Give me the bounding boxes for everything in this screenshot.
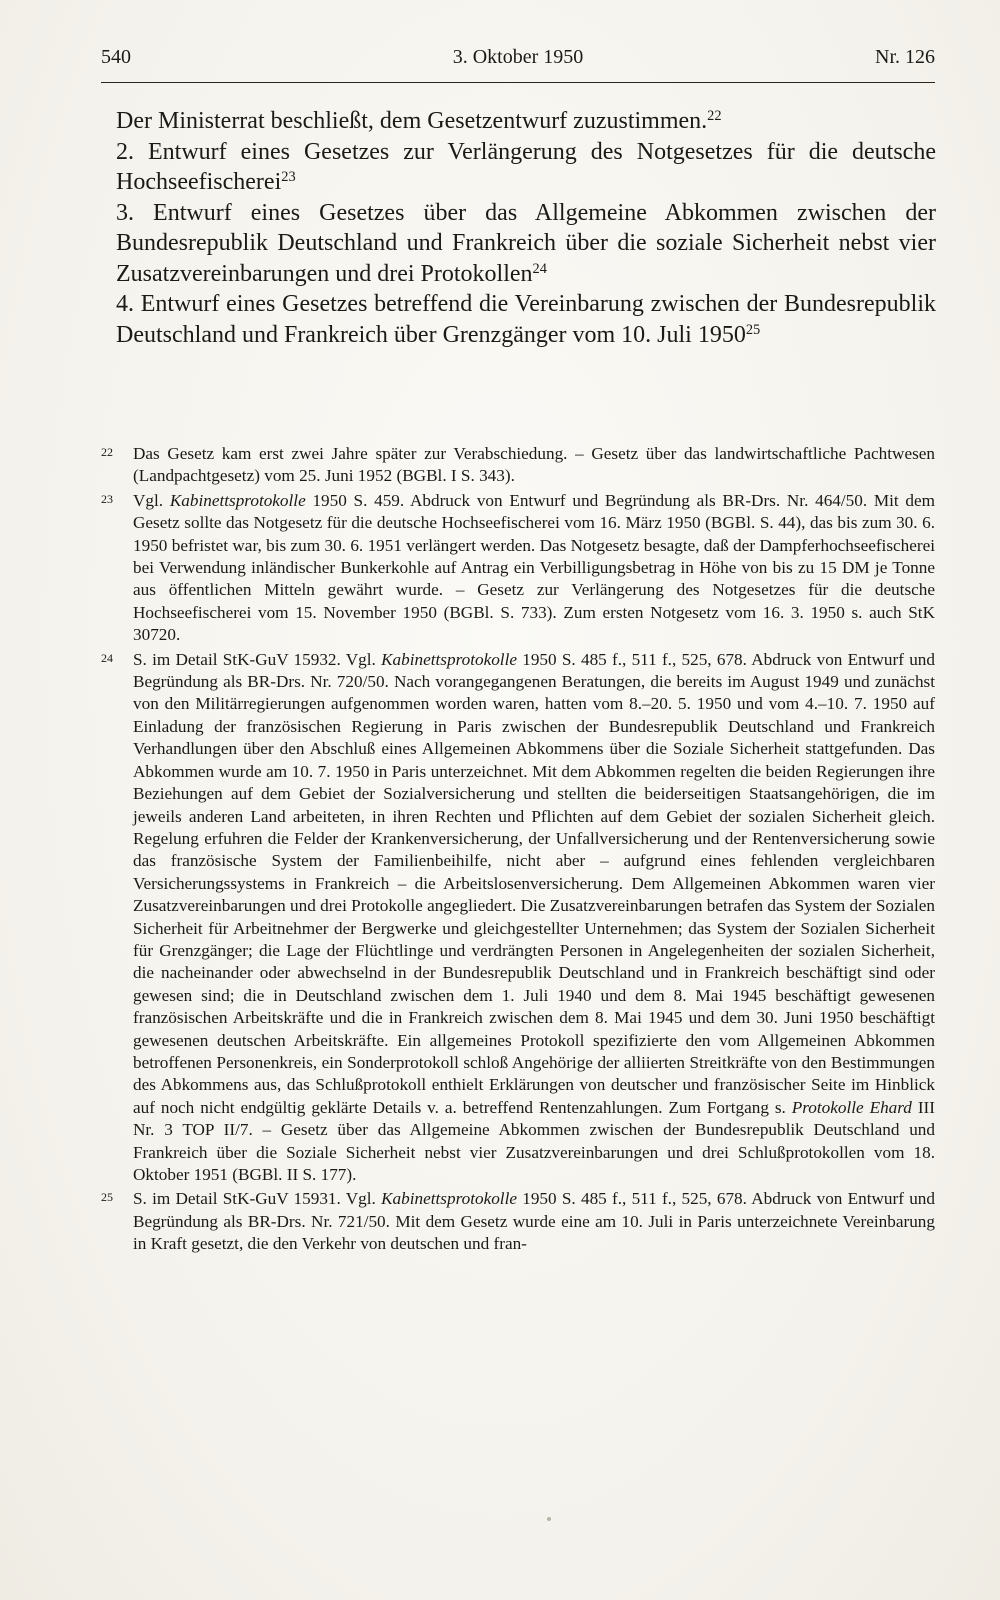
footnote-text: Das Gesetz kam erst zwei Jahre später zur Verabschiedung. – Gesetz über das landwirtschaftliche Pachtwesen (Landpachtgesetz) vom 25. Juni 1952 (BGBl. I S. 343). xyxy=(133,444,935,486)
footnote-25: 25 S. im Detail StK-GuV 15931. Vgl. Kabinettsprotokolle 1950 S. 485 f., 511 f., 525, 678. Abdruck von Entwurf und Begründung als BR-Drs. Nr. 721/50. Mit dem Gesetz wurde eine am 10. Juli in Paris unterzeichnete Vereinbarung in Kraft gesetzt, die den Verkehr von deutschen und fran- xyxy=(101,1189,935,1254)
agenda-item-2: 2. Entwurf eines Gesetzes zur Verlängerung des Notgesetzes für die deutsche Hochseefischerei$^{23}$ xyxy=(116,138,936,195)
agenda-item-4: 4. Entwurf eines Gesetzes betreffend die Vereinbarung zwischen der Bundesrepublik Deutschland und Frankreich über Grenzgänger vom 10. Juli 1950$^{25}$ xyxy=(116,291,936,348)
page-number: 540 xyxy=(101,46,131,68)
header-rule xyxy=(101,82,935,83)
cited-work-title: Kabinettsprotokolle xyxy=(381,1189,517,1209)
cited-work-title: Kabinettsprotokolle xyxy=(381,649,517,669)
main-text xyxy=(116,106,936,350)
footnote-number: 25 xyxy=(101,1190,113,1205)
footnote-ref-24[interactable]: 24 xyxy=(532,260,547,277)
cited-work-title: Kabinettsprotokolle xyxy=(169,490,306,510)
footnote-ref-22[interactable]: 22 xyxy=(707,108,722,125)
footnote-number: 24 xyxy=(101,650,113,665)
cited-work-title: Protokolle Ehard xyxy=(791,1097,912,1117)
footnote-number: 22 xyxy=(101,445,113,459)
footnote-24: 24 S. im Detail StK-GuV 15932. Vgl. Kabinettsprotokolle 1950 S. 485 f., 511 f., 525, 678. Abdruck von Entwurf und Begründung als BR-Drs. Nr. 720/50. Nach vorangegangenen Beratungen, die bereits im August 1949 und zunächst von den Militärregierungen aufgenommen worden waren, hatten vom 8.–20. 5. 1950 und vom 4.–10. 7. 1950 auf Einladung der französischen Regierung in Paris zwischen der Bundesrepublik Deutschland und Frankreich Verhandlungen über den Abschluß eines Allgemeinen Abkommens über die Soziale Sicherheit stattgefunden. Das Abkommen wurde am 10. 7. 1950 in Paris unterzeichnet. Mit dem Abkommen regelten die beiden Regierungen ihre Beziehungen auf dem Gebiet der Sozialversicherung und stellten die beiderseitigen Staatsangehörigen, die im jeweils anderen Land arbeiteten, in ihren Rechten und Pflichten auf dem Gebiet der sozialen Sicherheit gleich. Regelung erfuhren die Felder der Krankenversicherung, der Unfallversicherung und der Rentenversicherung sowie das französische System der Familienbeihilfe, nicht aber – aufgrund eines fehlenden vergleichbaren Versicherungssystems in Frankreich – die Arbeitslosenversicherung. Dem Allgemeinen Abkommen waren vier Zusatzvereinbarungen und drei Protokolle angegliedert. Die Zusatzvereinbarungen betrafen das System der Sozialen Sicherheit für Arbeitnehmer der Bergwerke und gleichgestellter Unternehmen; das System der Sozialen Sicherheit für Grenzgänger; die Lage der Flüchtlinge und verdrängten Personen in Angelegenheiten der sozialen Sicherheit, die nacheinander oder abwechselnd in der Bundesrepublik Deutschland und in Frankreich beschäftigt sind oder gewesen sind; die in Deutschland zwischen dem 1. Juli 1940 und dem 8. Mai 1945 beschäftigt gewesenen französischen Arbeitskräfte und die in Frankreich zwischen dem 8. Mai 1945 und dem 30. Juni 1950 beschäftigt gewesenen deutschen Arbeitskräfte. Ein allgemeines Protokoll spezifizierte den vom Allgemeinen Abkommen betroffenen Personenkreis, ein Sonderprotokoll schloß Angehörige der alliierten Streitkräfte von den Bestimmungen des Abkommens aus, das Schlußprotokoll enthielt Erklärungen von deutscher und französischer Seite im Hinblick auf noch nicht endgültig geklärte Details v. a. betreffend Rentenzahlungen. Zum Fortgang s. Protokolle Ehard III Nr. 3 TOP II/7. – Gesetz über das Allgemeine Abkommen zwischen der Bundesrepublik Deutschland und Frankreich über die Soziale Sicherheit nebst vier Zusatzvereinbarungen und drei Schlußprotokollen vom 18. Oktober 1951 (BGBl. II S. 177). xyxy=(101,649,935,1184)
document-number: Nr. 126 xyxy=(875,46,935,68)
header-date: 3. Oktober 1950 xyxy=(452,46,584,68)
footnote-number: 23 xyxy=(101,491,113,506)
footnote-22 xyxy=(101,443,935,488)
paper-speck xyxy=(547,1517,551,1521)
footnotes-section xyxy=(101,443,935,1258)
running-header xyxy=(101,46,935,82)
footnote-ref-25[interactable]: 25 xyxy=(745,321,761,338)
resolution-paragraph: Der Ministerrat beschließt, dem Gesetzentwurf zuzustimmen.$^{22}$ xyxy=(116,108,722,134)
footnote-23: 23 Vgl. Kabinettsprotokolle 1950 S. 459. Abdruck von Entwurf und Begründung als BR-Drs. Nr. 464/50. Mit dem Gesetz sollte das Notgesetz für die deutsche Hochseefischerei vom 16. März 1950 (BGBl. S. 44), das bis zum 30. 6. 1950 befristet war, bis zum 30. 6. 1951 verlängert werden. Das Notgesetz besagte, daß der Dampferhochseefischerei bei Verwendung inländischer Bunkerkohle auf Antrag ein Verbilligungsbetrag in Höhe von bis zu 15 DM je Tonne aus öffentlichen Mitteln gewährt wurde. – Gesetz zur Verlängerung des Notgesetzes für die deutsche Hochseefischerei vom 15. November 1950 (BGBl. S. 733). Zum ersten Notgesetz vom 16. 3. 1950 s. auch StK 30720. xyxy=(101,490,936,645)
footnote-ref-23[interactable]: 23 xyxy=(281,169,296,186)
agenda-item-3: 3. Entwurf eines Gesetzes über das Allgemeine Abkommen zwischen der Bundesrepublik Deutschland und Frankreich über die soziale Sicherheit nebst vier Zusatzvereinbarungen und drei Protokollen$^{24}$ xyxy=(116,199,936,287)
